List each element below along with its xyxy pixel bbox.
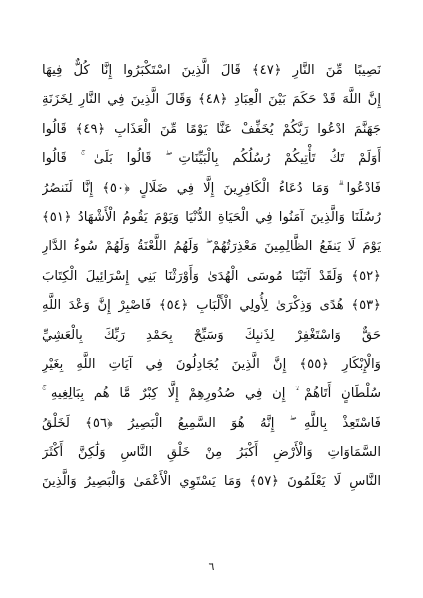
text-line: فَاسْتَعِذْ بِاللَّهِ ۖ إِنَّهُ هُوَ السَّمِيعُ الْبَصِيرُ ﴿٥٦﴾ لَخَلْقُ [42, 415, 381, 431]
text-line: ﴿٥٢﴾ وَلَقَدْ آتَيْنَا مُوسَى الْهُدَىٰ وَأَوْرَثْنَا بَنِي إِسْرَائِيلَ الْكِتَابَ [42, 268, 381, 284]
text-line: رُسُلَنَا وَالَّذِينَ آمَنُوا فِي الْحَيَاةِ الدُّنْيَا وَيَوْمَ يَقُومُ الْأَشْهَادُ ﴿٥١﴾ [42, 209, 381, 225]
text-line: فَادْعُوا ۗ وَمَا دُعَاءُ الْكَافِرِينَ إِلَّا فِي ضَلَالٍ ﴿٥٠﴾ إِنَّا لَنَنصُرُ [42, 180, 381, 196]
quran-text-block [42, 56, 381, 497]
text-line: يَوْمَ لَا يَنفَعُ الظَّالِمِينَ مَعْذِرَتُهُمْ ۖ وَلَهُمُ اللَّعْنَةُ وَلَهُمْ سُوءُ الدَّارِ [42, 239, 381, 255]
text-line: جَهَنَّمَ ادْعُوا رَبَّكُمْ يُخَفِّفْ عَنَّا يَوْمًا مِّنَ الْعَذَابِ ﴿٤٩﴾ قَالُوا [42, 121, 381, 137]
text-line: النَّاسِ لَا يَعْلَمُونَ ﴿٥٧﴾ وَمَا يَسْتَوِي الْأَعْمَىٰ وَالْبَصِيرُ وَالَّذِينَ [42, 474, 381, 490]
text-line: إِنَّ اللَّهَ قَدْ حَكَمَ بَيْنَ الْعِبَادِ ﴿٤٨﴾ وَقَالَ الَّذِينَ فِي النَّارِ لِخَزَنَةِ [42, 92, 381, 108]
text-line: ﴿٥٣﴾ هُدًى وَذِكْرَىٰ لِأُولِي الْأَلْبَابِ ﴿٥٤﴾ فَاصْبِرْ إِنَّ وَعْدَ اللَّهِ [42, 298, 381, 314]
text-line: السَّمَاوَاتِ وَالْأَرْضِ أَكْبَرُ مِنْ خَلْقِ النَّاسِ وَلَٰكِنَّ أَكْثَرَ [42, 445, 381, 461]
text-line: أَوَلَمْ تَكُ تَأْتِيكُمْ رُسُلُكُم بِالْبَيِّنَاتِ ۖ قَالُوا بَلَىٰ ۚ قَالُوا [42, 151, 381, 167]
text-line: نَصِيبًا مِّنَ النَّارِ ﴿٤٧﴾ قَالَ الَّذِينَ اسْتَكْبَرُوا إِنَّا كُلٌّ فِيهَا [42, 63, 381, 78]
page-number: ٦ [208, 560, 215, 573]
text-line: حَقٌّ وَاسْتَغْفِرْ لِذَنبِكَ وَسَبِّحْ بِحَمْدِ رَبِّكَ بِالْعَشِيِّ [42, 327, 381, 343]
text-line: وَالْإِبْكَارِ ﴿٥٥﴾ إِنَّ الَّذِينَ يُجَادِلُونَ فِي آيَاتِ اللَّهِ بِغَيْرِ [42, 356, 381, 372]
text-line: سُلْطَانٍ أَتَاهُمْ ۙ إِن فِي صُدُورِهِمْ إِلَّا كِبْرٌ مَّا هُم بِبَالِغِيهِ ۚ [42, 386, 381, 402]
